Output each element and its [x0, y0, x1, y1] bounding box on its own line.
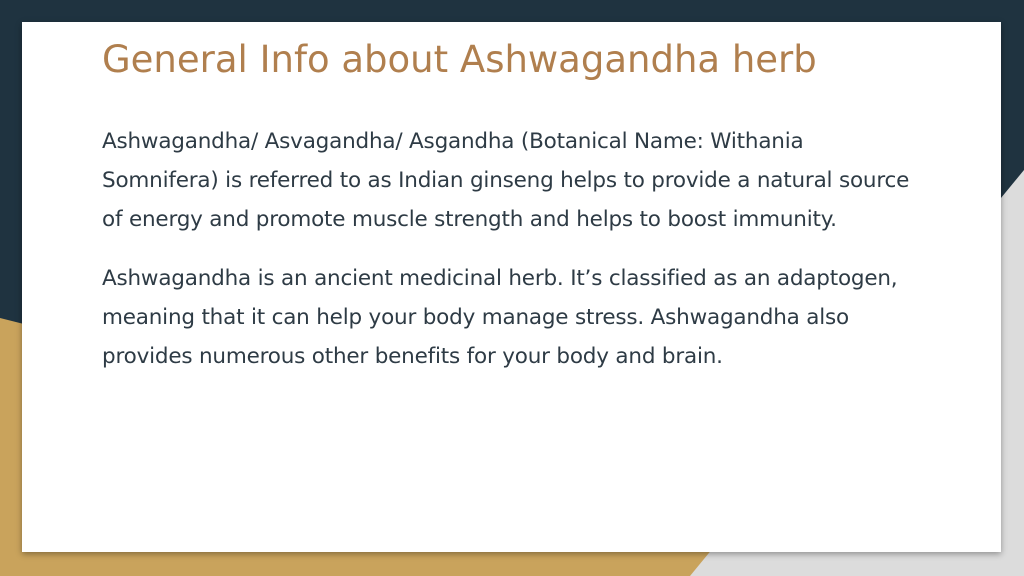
slide-title: General Info about Ashwagandha herb: [102, 38, 817, 81]
paragraph-adaptogen-info: Ashwagandha is an ancient medicinal herb. It’s classified as an adaptogen, meaning that it can help your body manage stress. Ashwagandha also provides numerous other benefits for your body and brain.: [102, 266, 898, 369]
slide-body: [102, 122, 912, 396]
slide-card: [22, 22, 1001, 552]
paragraph-botanical-info: Ashwagandha/ Asvagandha/ Asgandha (Botanical Name: Withania Somnifera) is referred to as Indian ginseng helps to provide a natural source of energy and promote muscle strength and helps to boost immunity.: [102, 129, 910, 232]
